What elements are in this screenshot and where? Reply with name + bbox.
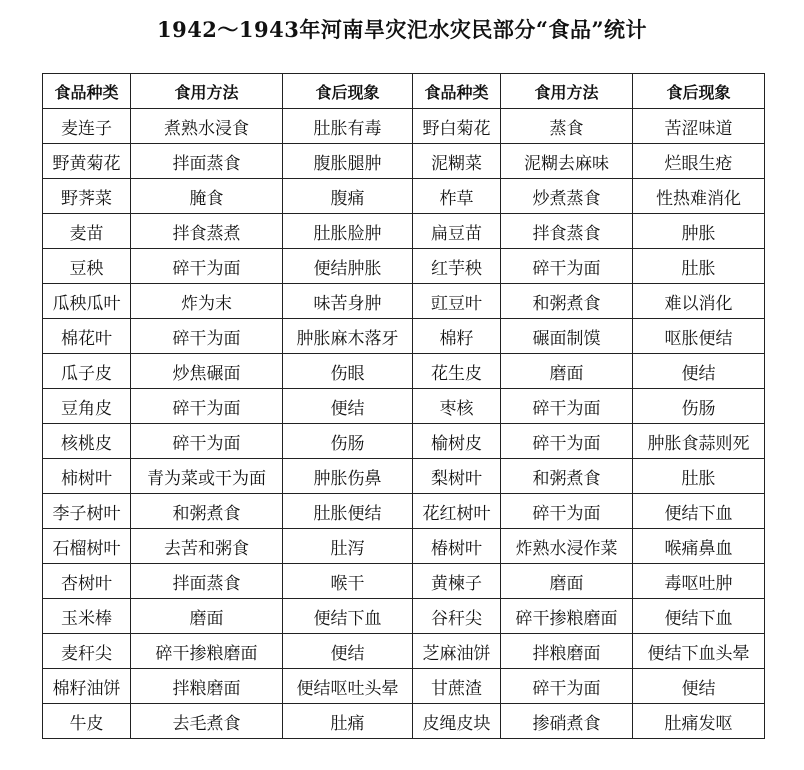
eating-method-cell: 和粥煮食 [501, 284, 633, 319]
eating-method-cell: 炒煮蒸食 [501, 179, 633, 214]
table-row [43, 634, 765, 669]
after-effects-cell: 便结 [283, 634, 413, 669]
food-type-cell: 豇豆叶 [413, 284, 501, 319]
food-type-cell: 棉籽 [413, 319, 501, 354]
after-effects-cell: 肚痛 [283, 704, 413, 739]
table-row [43, 459, 765, 494]
after-effects-cell: 苦涩味道 [633, 109, 765, 144]
food-type-cell: 枣核 [413, 389, 501, 424]
table-header-row [43, 74, 765, 109]
food-type-cell: 核桃皮 [43, 424, 131, 459]
food-type-cell: 麦连子 [43, 109, 131, 144]
header-food-type-2: 食品种类 [413, 74, 501, 109]
after-effects-cell: 伤肠 [633, 389, 765, 424]
after-effects-cell: 便结下血 [283, 599, 413, 634]
food-type-cell: 李子树叶 [43, 494, 131, 529]
food-type-cell: 玉米棒 [43, 599, 131, 634]
after-effects-cell: 伤肠 [283, 424, 413, 459]
after-effects-cell: 肚痛发呕 [633, 704, 765, 739]
table-row [43, 144, 765, 179]
header-after-effects-2: 食后现象 [633, 74, 765, 109]
after-effects-cell: 腹痛 [283, 179, 413, 214]
food-type-cell: 泥糊菜 [413, 144, 501, 179]
food-type-cell: 瓜子皮 [43, 354, 131, 389]
after-effects-cell: 便结 [633, 354, 765, 389]
food-type-cell: 谷秆尖 [413, 599, 501, 634]
eating-method-cell: 碾面制馍 [501, 319, 633, 354]
eating-method-cell: 碎干为面 [501, 389, 633, 424]
food-type-cell: 野白菊花 [413, 109, 501, 144]
food-type-cell: 牛皮 [43, 704, 131, 739]
eating-method-cell: 拌食蒸食 [501, 214, 633, 249]
food-type-cell: 扁豆苗 [413, 214, 501, 249]
food-type-cell: 野黄菊花 [43, 144, 131, 179]
eating-method-cell: 去毛煮食 [131, 704, 283, 739]
after-effects-cell: 毒呕吐肿 [633, 564, 765, 599]
table-row [43, 529, 765, 564]
food-type-cell: 花红树叶 [413, 494, 501, 529]
food-type-cell: 芝麻油饼 [413, 634, 501, 669]
after-effects-cell: 味苦身肿 [283, 284, 413, 319]
table-row [43, 354, 765, 389]
header-eating-method: 食用方法 [131, 74, 283, 109]
eating-method-cell: 泥糊去麻味 [501, 144, 633, 179]
eating-method-cell: 碎干为面 [131, 424, 283, 459]
eating-method-cell: 碎干掺粮磨面 [131, 634, 283, 669]
table-row [43, 424, 765, 459]
after-effects-cell: 肿胀 [633, 214, 765, 249]
eating-method-cell: 拌食蒸煮 [131, 214, 283, 249]
table-row [43, 599, 765, 634]
after-effects-cell: 肚胀有毒 [283, 109, 413, 144]
after-effects-cell: 腹胀腿肿 [283, 144, 413, 179]
eating-method-cell: 和粥煮食 [131, 494, 283, 529]
after-effects-cell: 便结 [633, 669, 765, 704]
eating-method-cell: 掺硝煮食 [501, 704, 633, 739]
table-row [43, 389, 765, 424]
food-type-cell: 野荠菜 [43, 179, 131, 214]
eating-method-cell: 炸为末 [131, 284, 283, 319]
food-type-cell: 棉籽油饼 [43, 669, 131, 704]
food-type-cell: 瓜秧瓜叶 [43, 284, 131, 319]
eating-method-cell: 磨面 [131, 599, 283, 634]
after-effects-cell: 便结肿胀 [283, 249, 413, 284]
food-type-cell: 棉花叶 [43, 319, 131, 354]
eating-method-cell: 碎干为面 [131, 389, 283, 424]
after-effects-cell: 喉痛鼻血 [633, 529, 765, 564]
eating-method-cell: 和粥煮食 [501, 459, 633, 494]
table-row [43, 564, 765, 599]
food-type-cell: 红芋秧 [413, 249, 501, 284]
food-type-cell: 石榴树叶 [43, 529, 131, 564]
after-effects-cell: 肿胀伤鼻 [283, 459, 413, 494]
table-row [43, 249, 765, 284]
after-effects-cell: 呕胀便结 [633, 319, 765, 354]
food-type-cell: 甘蔗渣 [413, 669, 501, 704]
eating-method-cell: 碎干为面 [501, 424, 633, 459]
table-row [43, 214, 765, 249]
header-after-effects: 食后现象 [283, 74, 413, 109]
after-effects-cell: 便结下血 [633, 599, 765, 634]
food-type-cell: 麦秆尖 [43, 634, 131, 669]
food-type-cell: 杏树叶 [43, 564, 131, 599]
page-title: 1942～1943年河南旱灾汜水灾民部分“食品”统计 [156, 17, 648, 42]
after-effects-cell: 喉干 [283, 564, 413, 599]
table-row [43, 669, 765, 704]
eating-method-cell: 拌粮磨面 [501, 634, 633, 669]
after-effects-cell: 便结 [283, 389, 413, 424]
food-type-cell: 黄楝子 [413, 564, 501, 599]
table-row [43, 109, 765, 144]
eating-method-cell: 碎干掺粮磨面 [501, 599, 633, 634]
eating-method-cell: 蒸食 [501, 109, 633, 144]
after-effects-cell: 肿胀食蒜则死 [633, 424, 765, 459]
eating-method-cell: 青为菜或干为面 [131, 459, 283, 494]
food-type-cell: 豆秧 [43, 249, 131, 284]
food-type-cell: 皮绳皮块 [413, 704, 501, 739]
after-effects-cell: 便结下血头晕 [633, 634, 765, 669]
after-effects-cell: 烂眼生疮 [633, 144, 765, 179]
food-type-cell: 榆树皮 [413, 424, 501, 459]
eating-method-cell: 碎干为面 [131, 319, 283, 354]
eating-method-cell: 炸熟水浸作菜 [501, 529, 633, 564]
table-row [43, 494, 765, 529]
after-effects-cell: 肚胀 [633, 459, 765, 494]
eating-method-cell: 拌面蒸食 [131, 144, 283, 179]
header-food-type: 食品种类 [43, 74, 131, 109]
food-type-cell: 柿树叶 [43, 459, 131, 494]
food-type-cell: 豆角皮 [43, 389, 131, 424]
eating-method-cell: 拌面蒸食 [131, 564, 283, 599]
after-effects-cell: 肚胀脸肿 [283, 214, 413, 249]
food-type-cell: 花生皮 [413, 354, 501, 389]
after-effects-cell: 便结下血 [633, 494, 765, 529]
eating-method-cell: 碎干为面 [501, 669, 633, 704]
table-row [43, 319, 765, 354]
food-type-cell: 梨树叶 [413, 459, 501, 494]
eating-method-cell: 磨面 [501, 354, 633, 389]
food-type-cell: 柞草 [413, 179, 501, 214]
after-effects-cell: 难以消化 [633, 284, 765, 319]
eating-method-cell: 去苦和粥食 [131, 529, 283, 564]
after-effects-cell: 肚胀便结 [283, 494, 413, 529]
eating-method-cell: 炒焦碾面 [131, 354, 283, 389]
after-effects-cell: 性热难消化 [633, 179, 765, 214]
after-effects-cell: 肿胀麻木落牙 [283, 319, 413, 354]
eating-method-cell: 碎干为面 [501, 249, 633, 284]
table-row [43, 284, 765, 319]
after-effects-cell: 便结呕吐头晕 [283, 669, 413, 704]
eating-method-cell: 碎干为面 [131, 249, 283, 284]
food-statistics-table [42, 73, 765, 739]
food-type-cell: 麦苗 [43, 214, 131, 249]
table-row [43, 179, 765, 214]
header-eating-method-2: 食用方法 [501, 74, 633, 109]
eating-method-cell: 煮熟水浸食 [131, 109, 283, 144]
eating-method-cell: 腌食 [131, 179, 283, 214]
table-row [43, 704, 765, 739]
eating-method-cell: 磨面 [501, 564, 633, 599]
after-effects-cell: 肚泻 [283, 529, 413, 564]
food-type-cell: 椿树叶 [413, 529, 501, 564]
after-effects-cell: 肚胀 [633, 249, 765, 284]
eating-method-cell: 碎干为面 [501, 494, 633, 529]
eating-method-cell: 拌粮磨面 [131, 669, 283, 704]
after-effects-cell: 伤眼 [283, 354, 413, 389]
